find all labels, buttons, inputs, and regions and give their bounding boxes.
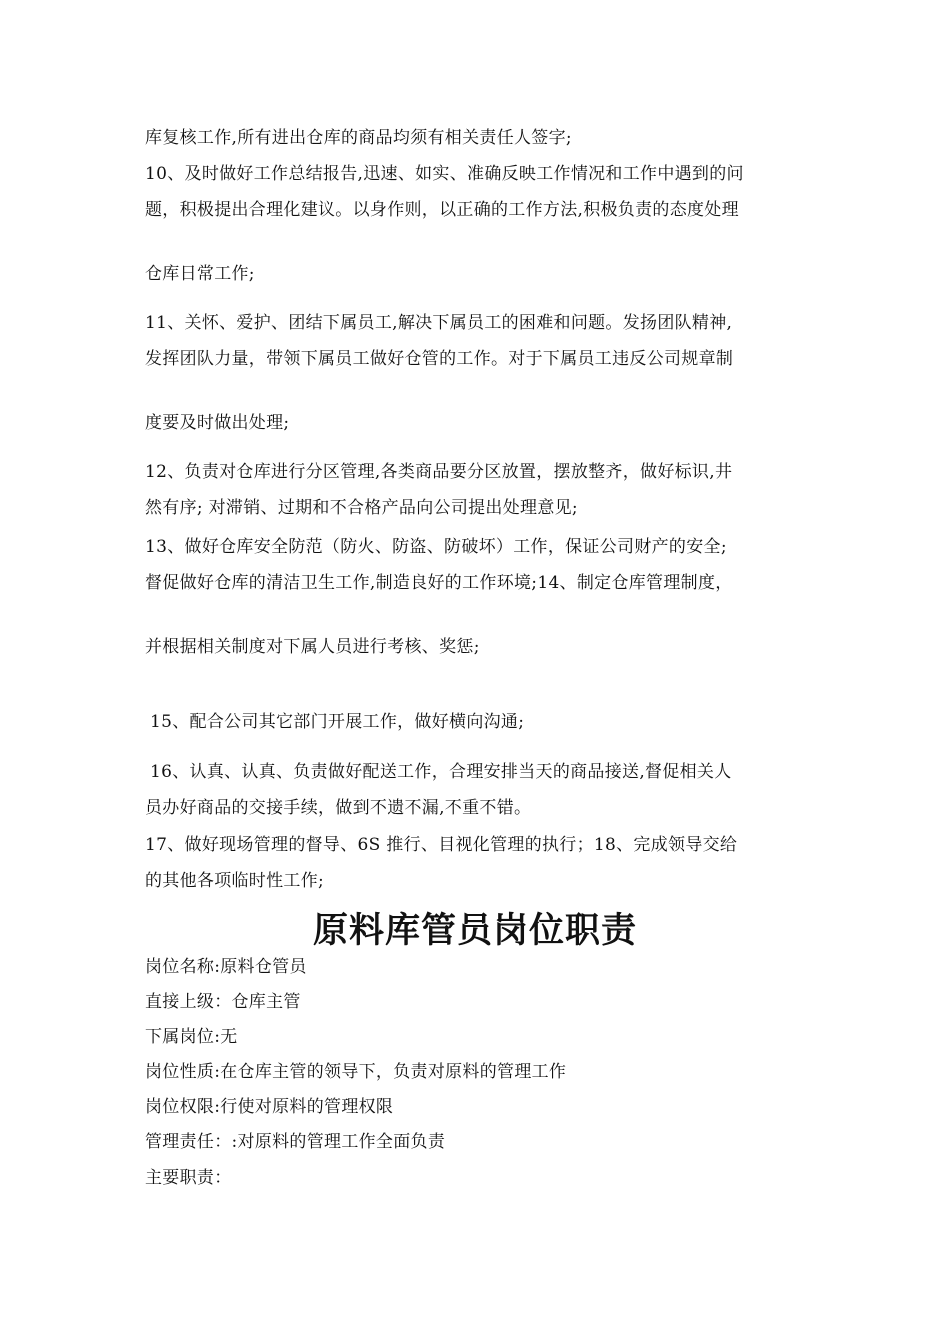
text-line: 的其他各项临时性工作; bbox=[145, 871, 325, 891]
text-line: 督促做好仓库的清洁卫生工作,制造良好的工作环境;14、制定仓库管理制度， bbox=[145, 573, 733, 593]
text-line: 15、配合公司其它部门开展工作，做好横向沟通; bbox=[150, 712, 525, 732]
text-line: 岗位权限:行使对原料的管理权限 bbox=[145, 1097, 394, 1117]
text-line: 发挥团队力量，带领下属员工做好仓管的工作。对于下属员工违反公司规章制 bbox=[145, 349, 734, 369]
text-line: 11、关怀、爱护、团结下属员工,解决下属员工的困难和问题。发扬团队精神, bbox=[145, 313, 733, 333]
text-line: 岗位性质:在仓库主管的领导下，负责对原料的管理工作 bbox=[145, 1062, 567, 1082]
text-line: 管理责任：:对原料的管理工作全面负责 bbox=[145, 1132, 446, 1152]
text-line: 16、认真、认真、负责做好配送工作，合理安排当天的商品接送,督促相关人 bbox=[150, 762, 732, 782]
text-line: 直接上级：仓库主管 bbox=[145, 992, 301, 1012]
text-line: 然有序; 对滞销、过期和不合格产品向公司提出处理意见; bbox=[145, 498, 578, 518]
text-line: 库复核工作,所有进出仓库的商品均须有相关责任人签字; bbox=[145, 128, 572, 148]
text-line: 12、负责对仓库进行分区管理,各类商品要分区放置，摆放整齐，做好标识,井 bbox=[145, 462, 733, 482]
text-line: 岗位名称:原料仓管员 bbox=[145, 957, 307, 977]
text-line: 下属岗位:无 bbox=[145, 1027, 238, 1047]
text-line: 13、做好仓库安全防范（防火、防盗、防破坏）工作，保证公司财产的安全; bbox=[145, 537, 727, 557]
text-line: 仓库日常工作; bbox=[145, 264, 255, 284]
section-title: 原料库管员岗位职责 bbox=[312, 911, 637, 951]
text-line: 17、做好现场管理的督导、6S 推行、目视化管理的执行；18、完成领导交给 bbox=[145, 835, 738, 855]
text-line: 员办好商品的交接手续，做到不遗不漏,不重不错。 bbox=[145, 798, 532, 818]
text-line: 并根据相关制度对下属人员进行考核、奖惩; bbox=[145, 637, 480, 657]
text-line: 度要及时做出处理; bbox=[145, 413, 290, 433]
text-line: 题，积极提出合理化建议。以身作则，以正确的工作方法,积极负责的态度处理 bbox=[145, 200, 739, 220]
text-line: 10、及时做好工作总结报告,迅速、如实、准确反映工作情况和工作中遇到的问 bbox=[145, 164, 744, 184]
text-line: 主要职责： bbox=[145, 1168, 232, 1188]
